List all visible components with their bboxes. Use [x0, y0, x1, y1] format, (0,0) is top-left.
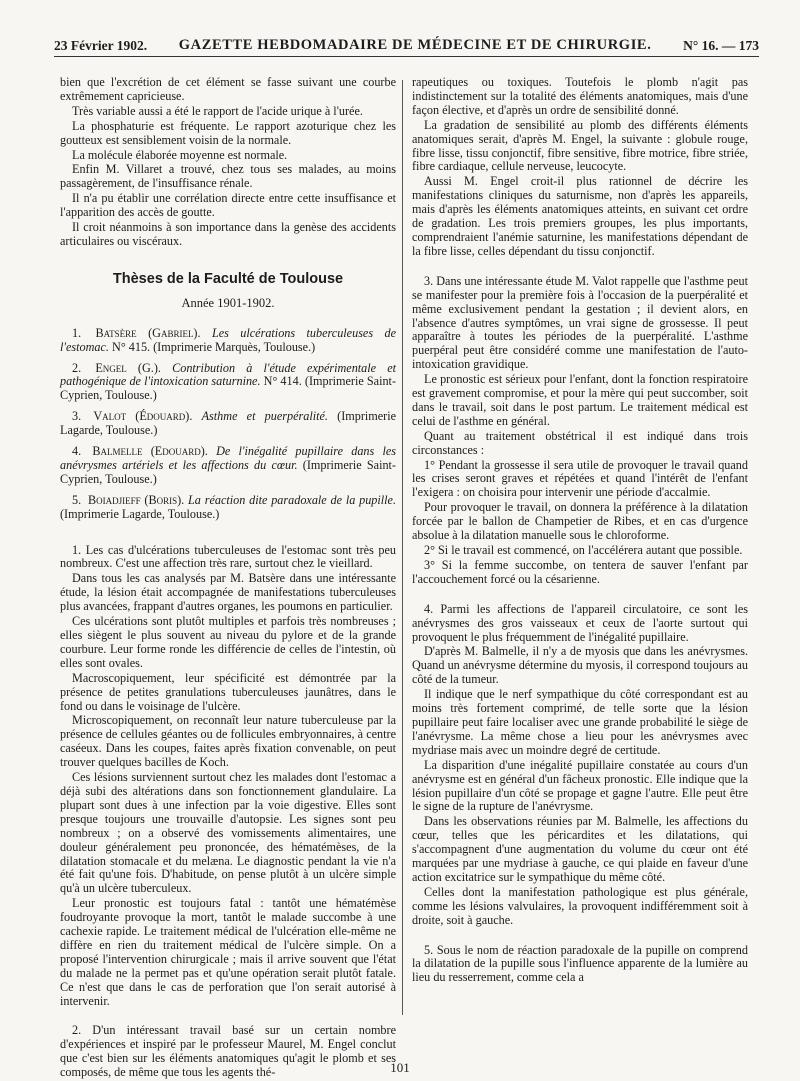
thesis-publisher: N° 414. (Imprimerie Saint-Cyprien, Toulouse.): [60, 374, 396, 403]
thesis-publisher: N° 415. (Imprimerie Marquès, Toulouse.): [112, 339, 316, 354]
paragraph: Quant au traitement obstétrical il est indiqué dans trois circonstances :: [412, 428, 748, 457]
paragraph: La disparition d'une inégalité pupillaire constatée au cours d'un anévrysme est en général d'un fâcheux pronostic. Elle indique que la lésion pupillaire d'un côté se propage et gagne l'autre. Elle peut être le signe de la rupture de l'anévrysme.: [412, 757, 748, 814]
paragraph: 3. Dans une intéressante étude M. Valot rappelle que l'asthme peut se manifester pour la première fois à l'occasion de la puerpéralité et même exclusivement pendant la gestation ; il devient alors, en l'absence d'autres symptômes, un vrai signe de grossesse. Il peut apparaître à toutes les périodes de la puerpéralité. L'asthme puerpéral peut être considéré comme une manifestation de l'auto-intoxication gravidique.: [412, 273, 748, 372]
section-title: Thèses de la Faculté de Toulouse: [112, 270, 344, 287]
spacer: [412, 588, 748, 603]
thesis-title: Les ulcérations tuberculeuses de l'estomac.: [60, 325, 396, 354]
left-column: [60, 76, 396, 1081]
thesis-number: 3.: [72, 409, 82, 424]
spacer: [60, 529, 396, 544]
thesis-number: 2.: [72, 360, 82, 375]
journal-title: GAZETTE HEBDOMADAIRE DE MÉDECINE ET DE CHIRURGIE.: [178, 37, 652, 53]
thesis-number: 5.: [72, 492, 82, 507]
paragraph: 2. D'un intéressant travail basé sur un certain nombre d'expériences et inspiré par le professeur Maurel, M. Engel conclut que c'est bien sur les éléments anatomiques qu'agit le plomb et ses composés, de même que tous les agents thé-: [60, 1023, 396, 1080]
thesis-entry: [60, 494, 396, 522]
paragraph: Ces lésions surviennent surtout chez les malades dont l'estomac a déjà subi des altérations dans son fonctionnement glandulaire. La plupart sont dues à une infection par la voie digestive. Elles sont presque toujours une trouvaille d'autopsie. Les signes sont peu nombreux ; on a observé des vomissements alimentaires, une douleur généralement peu prononcée, des hématémèses, de la dilatation stomacale et du melæna. Le diagnostic pendant la vie n'a été fait qu'une fois. D'habitude, on pense plutôt à un ulcère simple qu'à un ulcère tuberculeux.: [60, 770, 396, 896]
paragraph: Le pronostic est sérieux pour l'enfant, dont la fonction respiratoire est gravement compromise, et pour la mère qui peut succomber, soit dans le travail, soit dans le post partum. Le traitement médical est celui de l'asthme en général.: [412, 372, 748, 428]
thesis-title: De l'inégalité pupillaire dans les anévrysmes artériels et les affections du cœur.: [60, 444, 397, 472]
paragraph: Dans les observations réunies par M. Balmelle, les affections du cœur, telles que les péricardites et les dilatations, qui s'accompagnent d'une augmentation du volume du cœur ont été marquées par une mydriase à gauche, ce qui plaide en faveur d'une action excitatrice sur le sympathique du même côté.: [412, 814, 748, 884]
thesis-author: Boiadjieff (Boris).: [87, 492, 185, 507]
thesis-author: Valot (Édouard).: [93, 409, 193, 424]
paragraph: Celles dont la manifestation pathologique est plus générale, comme les lésions valvulaires, la provoquent indifféremment soit à droite, soit à gauche.: [412, 884, 748, 927]
paragraph: rapeutiques ou toxiques. Toutefois le plomb n'agit pas indistinctement sur la totalité des éléments anatomiques, mais d'une façon élective, et d'après un ordre de sensibilité donné.: [412, 75, 748, 117]
thesis-title: La réaction dite paradoxale de la pupille.: [188, 492, 397, 507]
page-folio: 101: [390, 1060, 410, 1075]
paragraph: bien que l'excrétion de cet élément se fasse suivant une courbe extrêmement capricieuse.: [60, 75, 396, 103]
paragraph: Microscopiquement, on reconnaît leur nature tuberculeuse par la présence de cellules géantes ou de follicules embryonnaires, à centre caséeux. Dans les coupes, faites après fixation convenable, on peut trouver quelques bacilles de Koch.: [60, 713, 396, 770]
paragraph: Leur pronostic est toujours fatal : tantôt une hématémèse foudroyante provoque la mort, tantôt le malade succombe à une cachexie rapide. Le traitement médical de l'ulcération elle-même ne diffère en rien du traitement médical de l'ulcère simple. On a proposé l'intervention chirurgicale ; mais il arrive souvent que l'état du malade ne la permet pas et qu'une opération serait plutôt fatale. Ce n'est que dans le cas de perforation que l'on serait autorisé à intervenir.: [60, 896, 396, 1008]
paragraph: La phosphaturie est fréquente. Le rapport azoturique chez les goutteux est sensiblement voisin de la normale.: [60, 118, 396, 147]
thesis-publisher: (Imprimerie Saint-Cyprien, Toulouse.): [60, 457, 396, 486]
paragraph: 5. Sous le nom de réaction paradoxale de la pupille on comprend la dilatation de la pupille sous l'influence apparente de la lumière au lieu du resserrement, comme cela a: [412, 942, 748, 985]
paragraph: Pour provoquer le travail, on donnera la préférence à la dilatation forcée par le ballon de Champetier de Ribes, et en cas d'urgence absolue à la dilatation manuelle sous le chloroforme.: [412, 500, 748, 543]
thesis-author: Balmelle (Edouard).: [92, 444, 208, 459]
thesis-number: 4.: [72, 444, 82, 459]
thesis-number: 1.: [72, 325, 82, 340]
paragraph: 4. Parmi les affections de l'appareil circulatoire, ce sont les anévrysmes des gros vaisseaux et ceux de l'aorte surtout qui provoquent le plus fréquemment de l'inégalité pupillaire.: [412, 601, 748, 644]
section-subtitle: Année 1901-1902.: [181, 295, 275, 310]
thesis-entry: [60, 327, 396, 355]
running-head: [54, 28, 759, 57]
paragraph: Enfin M. Villaret a trouvé, chez tous ses malades, au moins passagèrement, de l'insuffisance rénale.: [60, 162, 396, 191]
thesis-author: Batsère (Gabriel).: [95, 325, 201, 340]
column-rule: [402, 80, 403, 1015]
thesis-author: Engel (G.).: [95, 360, 161, 375]
paragraph: Très variable aussi a été le rapport de l'acide urique à l'urée.: [72, 103, 363, 118]
paragraph: Aussi M. Engel croit-il plus rationnel de décrire les manifestations cliniques du saturnisme, non d'après les appareils, mais d'après les éléments anatomiques atteints, en suivant cet ordre de gradation. Les trois premiers groupes, les plus importants, comprendraient l'anémie saturnine, les manifestations dépendant de la fibre lisse, celles dépendant du tissu conjonctif.: [412, 174, 748, 258]
thesis-title: Contribution à l'étude expérimentale et pathogénique de l'intoxication saturnine.: [60, 360, 397, 389]
spacer: [60, 1009, 396, 1024]
thesis-entry: [60, 410, 396, 438]
issue-number: N° 16. — 173: [683, 38, 759, 53]
spacer: [412, 260, 748, 275]
thesis-publisher: (Imprimerie Lagarde, Toulouse.): [60, 409, 397, 438]
paragraph: 2° Si le travail est commencé, on l'accélérera autant que possible.: [424, 543, 743, 557]
paragraph: Dans tous les cas analysés par M. Batsère dans une intéressante étude, la lésion était accompagnée de manifestations tuberculeuses plus avancées, frappant d'autres organes, les poumons en particulier.: [60, 571, 396, 614]
right-column: [412, 76, 748, 986]
paragraph: D'après M. Balmelle, il n'y a de myosis que dans les anévrysmes. Quand un anévrysme détermine du myosis, il correspond toujours au côté de la tumeur.: [412, 644, 748, 687]
paragraph: Il n'a pu établir une corrélation directe entre cette insuffisance et l'apparition des accès de goutte.: [60, 191, 396, 220]
paragraph: 1° Pendant la grossesse il sera utile de provoquer le travail quand les crises seront graves et répétées et quand l'intérêt de l'enfant l'exigera : on choisira pour intervenir une période d'accalmie.: [412, 457, 748, 500]
thesis-title: Asthme et puerpéralité.: [201, 409, 328, 424]
paragraph: Macroscopiquement, leur spécificité est démontrée par la présence de petites granulations tuberculeuses jaunâtres, dans le fond ou dans le voisinage de l'ulcère.: [60, 670, 396, 713]
paragraph: Il croit néanmoins à son importance dans la genèse des accidents articulaires ou viscéraux.: [60, 220, 396, 248]
thesis-entry: [60, 362, 396, 404]
spacer: [412, 929, 748, 944]
thesis-publisher: (Imprimerie Lagarde, Toulouse.): [60, 506, 220, 521]
paragraph: 3° Si la femme succombe, on tentera de sauver l'enfant par l'accouchement forcé ou la césarienne.: [412, 557, 748, 586]
paragraph: Il indique que le nerf sympathique du côté correspondant est au moins très fortement comprimé, de telle sorte que la lésion pupillaire peut faire localiser avec une grande probabilité le siège de l'anévrysme. La même chose a lieu pour les anévrysmes avec mydriase mais avec un moindre degré de certitude.: [412, 687, 748, 757]
issue-date: 23 Février 1902.: [54, 38, 148, 53]
thesis-entry: [60, 445, 396, 487]
paragraph: La gradation de sensibilité au plomb des différents éléments anatomiques serait, d'après M. Engel, la suivante : globule rouge, fibre lisse, tissu conjonctif, fibre sensitive, fibre motrice, fibre striée, fibre cardiaque, cellule nerveuse, leucocyte.: [412, 117, 748, 174]
paragraph: 1. Les cas d'ulcérations tuberculeuses de l'estomac sont très peu nombreux. C'est une affection très rare, surtout chez le vieillard.: [60, 542, 396, 571]
paragraph: Ces ulcérations sont plutôt multiples et parfois très nombreuses ; elles siègent le plus souvent au niveau du pylore et de la grande courbure. Leur forme ronde les différencie de celles de l'intestin, où elles sont ovales.: [60, 614, 396, 670]
paragraph: La molécule élaborée moyenne est normale.: [72, 147, 288, 162]
